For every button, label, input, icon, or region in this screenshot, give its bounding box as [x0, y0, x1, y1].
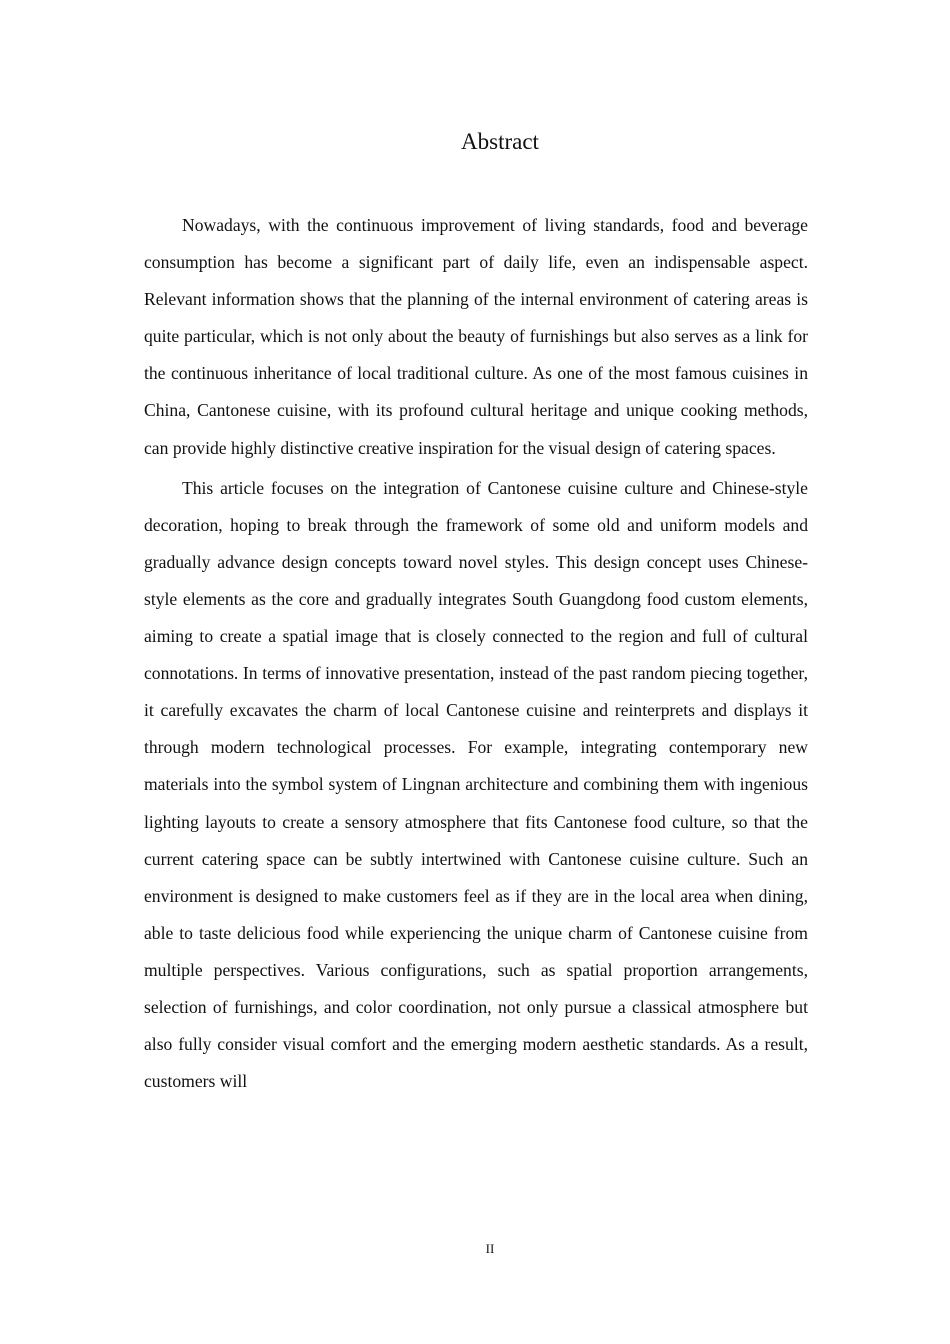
paragraph-2: This article focuses on the integration of Cantonese cuisine culture and Chinese-style decoration, hoping to break through the framework of some old and uniform models and gradually advance design concepts toward novel styles. This design concept uses Chinese-style elements as the core and gradually integrates South Guangdong food custom elements, aiming to create a spatial image that is closely connected to the region and full of cultural connotations. In terms of innovative presentation, instead of the past random piecing together, it carefully excavates the charm of local Cantonese cuisine and reinterprets and displays it through modern technological processes. For example, integrating contemporary new materials into the symbol system of Lingnan architecture and combining them with ingenious lighting layouts to create a sensory atmosphere that fits Cantonese food culture, so that the current catering space can be subtly intertwined with Cantonese cuisine culture. Such an environment is designed to make customers feel as if they are in the local area when dining, able to taste delicious food while experiencing the unique charm of Cantonese cuisine from multiple perspectives. Various configurations, such as spatial proportion arrangements, selection of furnishings, and color coordination, not only pursue a classical atmosphere but also fully consider visual comfort and the emerging modern aesthetic standards. As a result, customers will [144, 477, 808, 1092]
paragraph-1: Nowadays, with the continuous improvement of living standards, food and beverage consumption has become a significant part of daily life, even an indispensable aspect. Relevant information shows that the planning of the internal environment of catering areas is quite particular, which is not only about the beauty of furnishings but also serves as a link for the continuous inheritance of local traditional culture. As one of the most famous cuisines in China, Cantonese cuisine, with its profound cultural heritage and unique cooking methods, can provide highly distinctive creative inspiration for the visual design of catering spaces. [144, 215, 808, 458]
abstract-body [144, 207, 808, 1103]
page-number: II [485, 1241, 495, 1256]
page-title: Abstract [461, 129, 539, 154]
